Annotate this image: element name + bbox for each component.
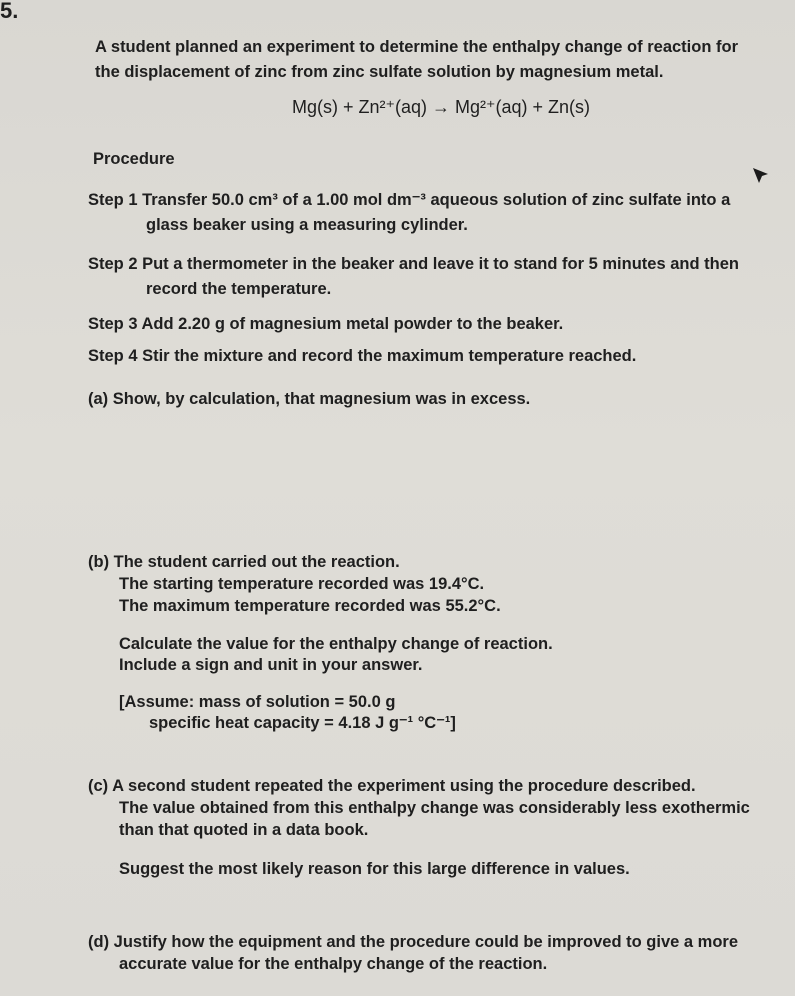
question-b-line-3: The maximum temperature recorded was 55.2°C.	[119, 597, 501, 615]
procedure-step-2-line-1: Step 2 Put a thermometer in the beaker and leave it to stand for 5 minutes and then	[88, 255, 739, 273]
question-b-line-5: Include a sign and unit in your answer.	[119, 656, 423, 674]
procedure-step-1-line-1: Step 1 Transfer 50.0 cm³ of a 1.00 mol dm⁻³ aqueous solution of zinc sulfate into a	[88, 191, 731, 209]
question-c-line-4: Suggest the most likely reason for this large difference in values.	[119, 860, 630, 878]
question-b-line-6: [Assume: mass of solution = 50.0 g	[119, 693, 396, 711]
procedure-title: Procedure	[93, 150, 175, 168]
question-a: (a) Show, by calculation, that magnesium was in excess.	[88, 390, 531, 408]
question-b-line-2: The starting temperature recorded was 19.4°C.	[119, 575, 485, 593]
question-number-fragment: 5.	[0, 0, 19, 23]
question-d-line-1: (d) Justify how the equipment and the procedure could be improved to give a more	[88, 933, 738, 951]
intro-line-1: A student planned an experiment to determine the enthalpy change of reaction for	[95, 38, 738, 56]
intro-line-2: the displacement of zinc from zinc sulfate solution by magnesium metal.	[95, 63, 664, 81]
question-c-line-3: than that quoted in a data book.	[119, 821, 369, 839]
question-b-line-4: Calculate the value for the enthalpy change of reaction.	[119, 635, 553, 653]
question-c-line-1: (c) A second student repeated the experiment using the procedure described.	[88, 777, 696, 795]
procedure-step-2-line-2: record the temperature.	[146, 280, 332, 298]
question-b-line-1: (b) The student carried out the reaction.	[88, 553, 400, 571]
reaction-equation-text: Mg(s) + Zn²⁺(aq) → Mg²⁺(aq) + Zn(s)	[292, 97, 591, 117]
question-d-line-2: accurate value for the enthalpy change of the reaction.	[119, 955, 548, 973]
mouse-pointer-icon	[752, 167, 770, 185]
question-c-line-2: The value obtained from this enthalpy change was considerably less exothermic	[119, 799, 750, 817]
question-b-line-7: specific heat capacity = 4.18 J g⁻¹ °C⁻¹]	[149, 714, 456, 732]
procedure-step-3: Step 3 Add 2.20 g of magnesium metal powder to the beaker.	[88, 315, 564, 333]
procedure-step-4: Step 4 Stir the mixture and record the maximum temperature reached.	[88, 347, 637, 365]
procedure-step-1-line-2: glass beaker using a measuring cylinder.	[146, 216, 468, 234]
reaction-equation	[292, 97, 632, 118]
